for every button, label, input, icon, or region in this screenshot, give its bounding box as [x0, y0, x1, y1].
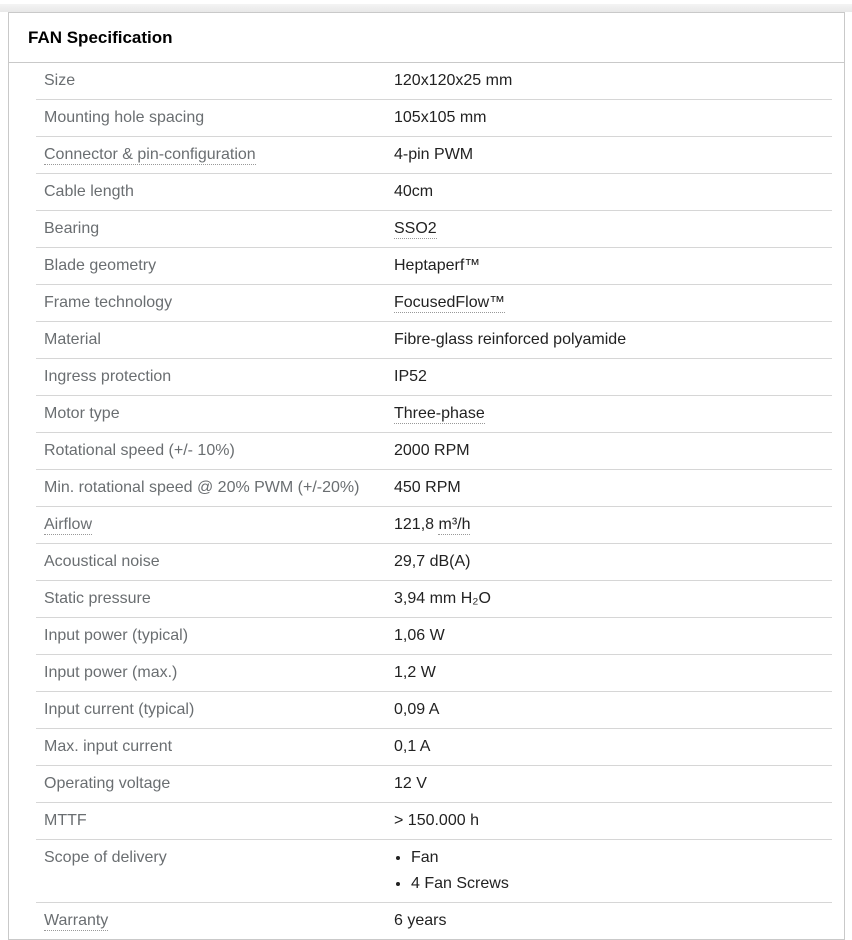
spec-value-text: IP52 [394, 368, 427, 385]
spec-value-text: 6 years [394, 912, 447, 929]
spec-row [36, 63, 832, 100]
spec-label-text: Acoustical noise [44, 553, 160, 570]
spec-row [36, 692, 832, 729]
spec-value-cell [386, 433, 832, 470]
spec-value-text: 29,7 dB(A) [394, 553, 471, 570]
spec-label-text: Ingress protection [44, 368, 172, 385]
spec-value-text: 105x105 mm [394, 109, 487, 126]
spec-label-text: Mounting hole spacing [44, 109, 205, 126]
spec-row [36, 285, 832, 322]
spec-label-cell [36, 803, 386, 840]
spec-row [36, 803, 832, 840]
spec-row [36, 359, 832, 396]
spec-row [36, 903, 832, 940]
spec-value-cell [386, 470, 832, 507]
spec-value-cell [386, 903, 832, 940]
spec-label-cell [36, 433, 386, 470]
tooltip-term[interactable]: FocusedFlow™ [394, 294, 506, 311]
spec-label-text: Blade geometry [44, 257, 157, 274]
spec-label-cell [36, 692, 386, 729]
spec-label-text: Operating voltage [44, 775, 171, 792]
tooltip-term[interactable]: Three-phase [394, 405, 485, 422]
page-top-strip [0, 4, 852, 12]
spec-row [36, 396, 832, 433]
spec-label-cell [36, 470, 386, 507]
spec-label-cell [36, 766, 386, 803]
spec-label-text: Static pressure [44, 590, 151, 607]
spec-label-text: MTTF [44, 812, 87, 829]
spec-value-text: 120x120x25 mm [394, 72, 513, 89]
spec-row [36, 507, 832, 544]
spec-value-text: 4-pin PWM [394, 146, 474, 163]
spec-row [36, 248, 832, 285]
spec-value-text: 12 V [394, 775, 427, 792]
spec-label-text: Rotational speed (+/- 10%) [44, 442, 235, 459]
spec-label-text: Bearing [44, 220, 100, 237]
spec-value-text: 40cm [394, 183, 434, 200]
spec-label-cell [36, 544, 386, 581]
panel-title: FAN Specification [9, 13, 844, 63]
spec-row [36, 766, 832, 803]
spec-label-cell [36, 100, 386, 137]
spec-row [36, 618, 832, 655]
spec-value-cell [386, 655, 832, 692]
spec-label-text: Min. rotational speed @ 20% PWM (+/-20%) [44, 479, 360, 496]
fan-specification-panel [8, 12, 845, 940]
spec-label-cell [36, 137, 386, 174]
spec-label-text: Max. input current [44, 738, 173, 755]
tooltip-term[interactable]: m³/h [438, 516, 471, 533]
spec-label-text: Motor type [44, 405, 120, 422]
spec-value-cell [386, 766, 832, 803]
tooltip-term[interactable]: Airflow [44, 516, 93, 533]
spec-value-text: Fibre-glass reinforced polyamide [394, 331, 627, 348]
spec-value-cell [386, 174, 832, 211]
spec-value-cell [386, 840, 832, 903]
spec-label-text: Material [44, 331, 101, 348]
spec-row [36, 100, 832, 137]
spec-label-cell [36, 618, 386, 655]
spec-value-text: > 150.000 h [394, 812, 479, 829]
spec-value-cell [386, 63, 832, 100]
spec-value-cell [386, 544, 832, 581]
spec-label-cell [36, 211, 386, 248]
tooltip-term[interactable]: Connector & pin-configuration [44, 146, 256, 163]
spec-value-text: 3,94 mm H₂O [394, 590, 491, 607]
spec-label-cell [36, 396, 386, 433]
spec-row [36, 655, 832, 692]
spec-value-text: 0,09 A [394, 701, 440, 718]
spec-value-cell [386, 507, 832, 544]
spec-label-text: Input power (max.) [44, 664, 178, 681]
spec-value-cell [386, 211, 832, 248]
spec-label-cell [36, 248, 386, 285]
spec-row [36, 581, 832, 618]
spec-row [36, 433, 832, 470]
spec-value-text: 450 RPM [394, 479, 461, 496]
spec-value-cell [386, 692, 832, 729]
spec-label-cell [36, 655, 386, 692]
spec-value-text: 121,8 [394, 516, 439, 533]
tooltip-term[interactable]: Warranty [44, 912, 109, 929]
spec-label-cell [36, 729, 386, 766]
spec-label-cell [36, 359, 386, 396]
spec-value-cell [386, 396, 832, 433]
spec-table-body [36, 63, 832, 939]
list-item: • Fan [411, 848, 832, 868]
spec-value-cell [386, 618, 832, 655]
spec-value-text: 0,1 A [394, 738, 431, 755]
spec-label-cell [36, 63, 386, 100]
spec-row [36, 174, 832, 211]
spec-value-cell [386, 322, 832, 359]
spec-label-text: Input power (typical) [44, 627, 189, 644]
spec-label-cell [36, 903, 386, 940]
spec-value-cell [386, 248, 832, 285]
spec-value-cell [386, 100, 832, 137]
spec-value-cell [386, 285, 832, 322]
spec-value-cell [386, 581, 832, 618]
spec-label-text: Input current (typical) [44, 701, 195, 718]
spec-value-text: Heptaperf™ [394, 257, 481, 274]
spec-label-cell [36, 840, 386, 903]
spec-row [36, 470, 832, 507]
spec-value-text: 1,06 W [394, 627, 445, 644]
spec-label-text: Cable length [44, 183, 134, 200]
spec-value-cell [386, 137, 832, 174]
spec-value-text: 1,2 W [394, 664, 436, 681]
spec-label-cell [36, 581, 386, 618]
spec-value-cell [386, 803, 832, 840]
spec-row [36, 137, 832, 174]
spec-table [36, 63, 832, 939]
spec-value-text: 2000 RPM [394, 442, 470, 459]
spec-label-cell [36, 285, 386, 322]
spec-row [36, 211, 832, 248]
spec-value-cell [386, 729, 832, 766]
spec-label-text: Size [44, 72, 76, 89]
spec-label-text: Frame technology [44, 294, 173, 311]
spec-row [36, 544, 832, 581]
list-item: • 4 Fan Screws [411, 874, 832, 894]
spec-row [36, 729, 832, 766]
spec-row [36, 840, 832, 903]
spec-row [36, 322, 832, 359]
spec-label-cell [36, 322, 386, 359]
tooltip-term[interactable]: SSO2 [394, 220, 437, 237]
spec-value-cell [386, 359, 832, 396]
spec-label-text: Scope of delivery [44, 849, 167, 866]
spec-label-cell [36, 174, 386, 211]
spec-label-cell [36, 507, 386, 544]
scope-of-delivery-list [394, 848, 832, 894]
